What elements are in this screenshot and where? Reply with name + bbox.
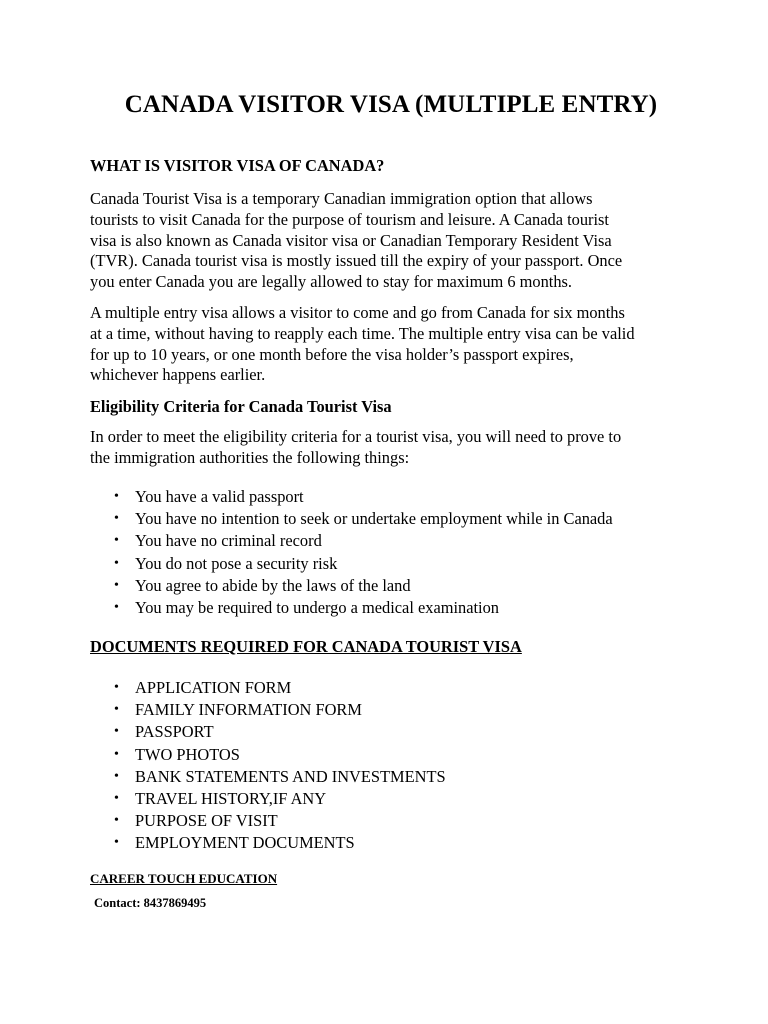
list-item-text: PASSPORT	[135, 722, 214, 742]
list-item	[0, 553, 613, 575]
list-item	[0, 508, 613, 530]
paragraph-line: whichever happens earlier.	[90, 365, 266, 385]
bullet-icon: •	[114, 599, 119, 615]
list-item	[0, 677, 446, 699]
list-item-text: You may be required to undergo a medical examination	[135, 597, 499, 617]
document-title: CANADA VISITOR VISA (MULTIPLE ENTRY)	[124, 91, 658, 118]
list-item	[0, 530, 613, 552]
list-item-text: BANK STATEMENTS AND INVESTMENTS	[135, 766, 446, 786]
paragraph-line: In order to meet the eligibility criteria for a tourist visa, you will need to prove to	[90, 427, 622, 446]
list-item	[0, 766, 446, 788]
bullet-icon: •	[114, 533, 119, 549]
list-item	[0, 597, 613, 619]
list-item-text: TWO PHOTOS	[135, 744, 240, 764]
list-item	[0, 699, 446, 721]
list-item	[0, 744, 446, 766]
paragraph-line: for up to 10 years, or one month before the visa holder’s passport expires,	[90, 344, 574, 364]
list-item-text: EMPLOYMENT DOCUMENTS	[135, 833, 355, 853]
section-heading-eligibility-criteria: Eligibility Criteria for Canada Tourist Visa	[90, 397, 392, 416]
company-name: CAREER TOUCH EDUCATION	[90, 871, 278, 886]
list-item-text: You have a valid passport	[135, 487, 304, 506]
list-item-text: FAMILY INFORMATION FORM	[135, 700, 362, 720]
eligibility-list	[0, 486, 613, 619]
bullet-icon: •	[114, 724, 119, 740]
bullet-icon: •	[114, 680, 119, 695]
paragraph-line: A multiple entry visa allows a visitor to come and go from Canada for six months	[90, 303, 625, 322]
list-item	[0, 486, 613, 508]
bullet-icon: •	[114, 746, 119, 762]
section-heading-what-is-visitor-visa: WHAT IS VISITOR VISA OF CANADA?	[90, 156, 385, 175]
list-item	[0, 721, 446, 743]
paragraph-line: at a time, without having to reapply each time. The multiple entry visa can be valid	[90, 323, 635, 343]
list-item	[0, 810, 446, 832]
section-heading-documents-required: DOCUMENTS REQUIRED FOR CANADA TOURIST VISA	[90, 637, 522, 656]
contact-number: Contact: 8437869495	[94, 896, 207, 910]
list-item	[0, 575, 613, 597]
list-item-text: You agree to abide by the laws of the land	[135, 575, 411, 595]
bullet-icon: •	[114, 813, 119, 829]
paragraph-eligibility-intro	[90, 427, 670, 469]
bullet-icon: •	[114, 768, 119, 784]
paragraph-line: Canada Tourist Visa is a temporary Canadian immigration option that allows	[90, 189, 593, 208]
paragraph-line: visa is also known as Canada visitor visa or Canadian Temporary Resident Visa	[90, 230, 612, 250]
bullet-icon: •	[114, 511, 119, 527]
bullet-icon: •	[114, 835, 119, 851]
list-item-text: You have no intention to seek or undertake employment while in Canada	[135, 509, 613, 529]
paragraph-line: tourists to visit Canada for the purpose of tourism and leisure. A Canada tourist	[90, 209, 609, 229]
paragraph-line: the immigration authorities the following things:	[90, 447, 410, 467]
bullet-icon: •	[114, 489, 119, 504]
paragraph-tourist-visa-description	[90, 189, 670, 293]
bullet-icon: •	[114, 790, 119, 806]
list-item-text: APPLICATION FORM	[135, 678, 292, 697]
list-item-text: You have no criminal record	[135, 531, 322, 551]
list-item-text: You do not pose a security risk	[135, 553, 338, 573]
list-item	[0, 788, 446, 810]
documents-list	[0, 677, 446, 855]
bullet-icon: •	[114, 702, 119, 718]
list-item-text: PURPOSE OF VISIT	[135, 811, 278, 831]
bullet-icon: •	[114, 555, 119, 571]
paragraph-line: (TVR). Canada tourist visa is mostly issued till the expiry of your passport. Once	[90, 251, 623, 271]
paragraph-line: you enter Canada you are legally allowed to stay for maximum 6 months.	[90, 272, 573, 292]
list-item-text: TRAVEL HISTORY,IF ANY	[135, 788, 327, 808]
bullet-icon: •	[114, 577, 119, 593]
list-item	[0, 832, 446, 854]
paragraph-multiple-entry-description	[90, 303, 670, 386]
